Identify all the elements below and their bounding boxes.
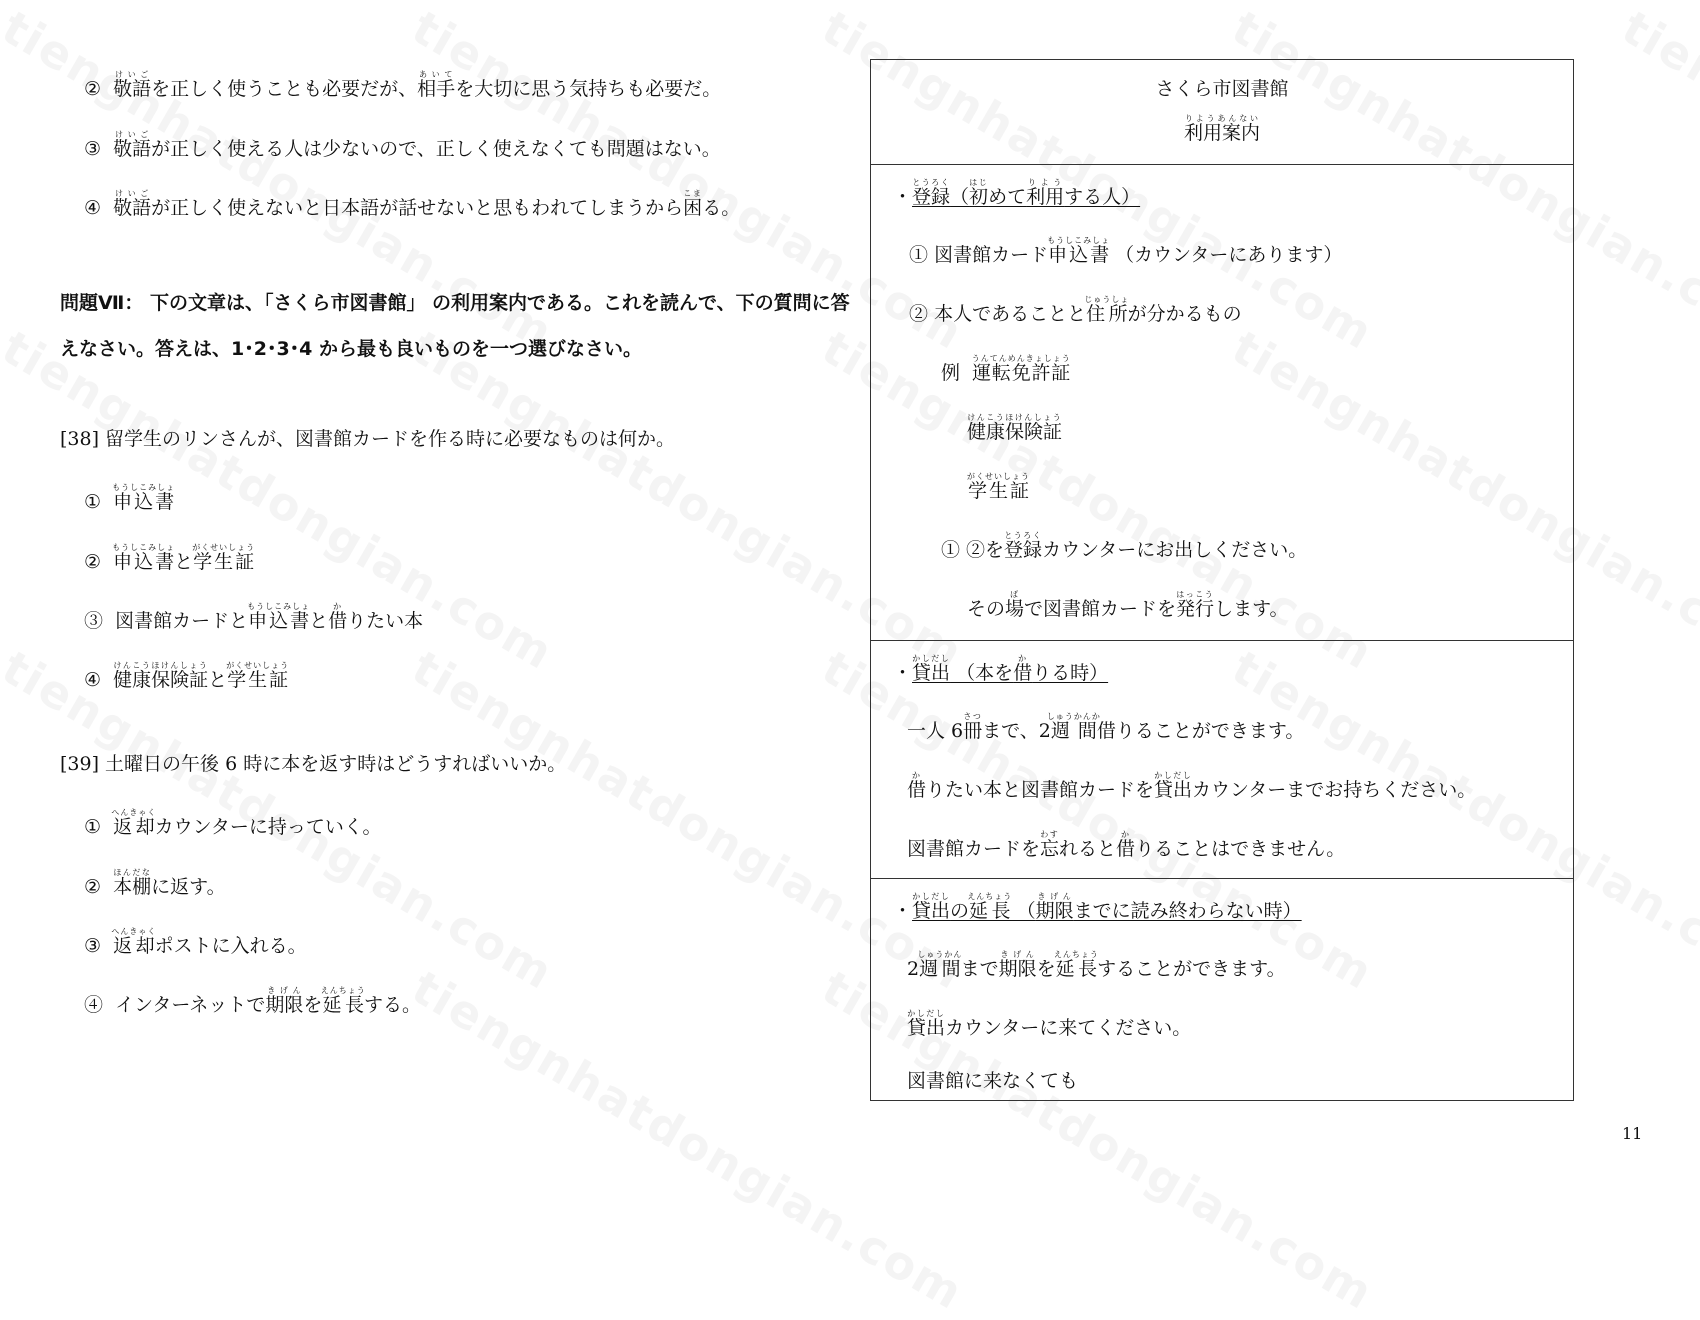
watermark bbox=[1613, 0, 1700, 360]
registration-note-1: ① ②を登録とうろくカウンターにお出しください。 bbox=[941, 531, 1308, 561]
extension-line-3: 図書館に来なくても bbox=[907, 1070, 1079, 1092]
q39-option-2: ② 本棚ほんだなに返す。 bbox=[84, 868, 226, 898]
q39-option-4: ④ インターネットで期限きげんを延長えんちょうする。 bbox=[84, 986, 421, 1016]
prev-option-4: ④ 敬語けいごが正しく使えないと日本語が話せないと思もわれてしまうから困こまる。 bbox=[84, 189, 741, 219]
registration-example-1: 例 運転免許証うんてんめんきょしょう bbox=[941, 354, 1071, 384]
library-notice-panel bbox=[870, 59, 1574, 1101]
q38-option-2: ② 申込書もうしこみしょと学生証がくせいしょう bbox=[84, 543, 256, 573]
notice-title: さくら市図書館 bbox=[1155, 78, 1289, 100]
prev-option-2: ② 敬語けいごを正しく使うことも必要だが、相手あいてを大切に思う気持ちも必要だ。 bbox=[84, 70, 722, 100]
registration-note-2: その場ばで図書館カードを発行はっこうします。 bbox=[967, 590, 1289, 620]
q38-option-3: ③ 図書館カードと申込書もうしこみしょと借かりたい本 bbox=[84, 602, 424, 632]
extension-line-1: 2週間しゅうかんまで期限きげんを延長えんちょうすることができます。 bbox=[907, 950, 1286, 980]
lending-line-2: 借かりたい本と図書館カードを貸出かしだしカウンターまでお持ちください。 bbox=[907, 771, 1477, 801]
registration-example-2: 健康保険証けんこうほけんしょう bbox=[967, 413, 1063, 443]
notice-subtitle: 利用案内りようあんない bbox=[1183, 114, 1260, 144]
problem-line-2: えなさい。答えは、1･2･3･4 から最も良いものを一つ選びなさい。 bbox=[60, 338, 642, 360]
q39-option-3: ③ 返却へんきゃくポストに入れる。 bbox=[84, 927, 307, 957]
question-39: [39] 土曜日の午後 6 時に本を返す時はどうすればいいか。 bbox=[60, 753, 567, 775]
section-extension-heading: ・貸出かしだしの延長えんちょう （期限きげんまでに読み終わらない時） bbox=[893, 892, 1302, 922]
notice-divider bbox=[871, 878, 1573, 879]
registration-example-3: 学生証がくせいしょう bbox=[967, 472, 1030, 502]
lending-line-3: 図書館カードを忘わすれると借かりることはできません。 bbox=[907, 830, 1346, 860]
extension-line-2: 貸出かしだしカウンターに来てください。 bbox=[907, 1009, 1192, 1039]
registration-item-1: ① 図書館カード申込書もうしこみしょ （カウンターにあります） bbox=[909, 236, 1343, 266]
notice-divider bbox=[871, 640, 1573, 641]
q39-option-1: ① 返却へんきゃくカウンターに持っていく。 bbox=[84, 808, 382, 838]
question-38: [38] 留学生のリンさんが、図書館カードを作る時に必要なものは何か。 bbox=[60, 428, 676, 450]
q38-option-1: ① 申込書もうしこみしょ bbox=[84, 483, 176, 513]
prev-option-3: ③ 敬語けいごが正しく使える人は少ないので、正しく使えなくても問題はない。 bbox=[84, 130, 721, 160]
lending-line-1: 一人 6冊さつまで、2週間しゅうかんか借りることができます。 bbox=[907, 712, 1305, 742]
section-registration-heading: ・登録とうろく（初はじめて利用りようする人） bbox=[893, 178, 1141, 208]
page-number: 11 bbox=[1622, 1124, 1643, 1143]
notice-divider bbox=[871, 164, 1573, 165]
section-lending-heading: ・貸出かしだし （本を借かりる時） bbox=[893, 654, 1109, 684]
problem-line-1: 問題Ⅶ： 下の文章は、「さくら市図書館」 の利用案内である。これを読んで、下の質問に答 bbox=[60, 292, 850, 314]
registration-item-2: ② 本人であることと住所じゅうしょが分かるもの bbox=[909, 295, 1242, 325]
q38-option-4: ④ 健康保険証けんこうほけんしょうと学生証がくせいしょう bbox=[84, 661, 290, 691]
